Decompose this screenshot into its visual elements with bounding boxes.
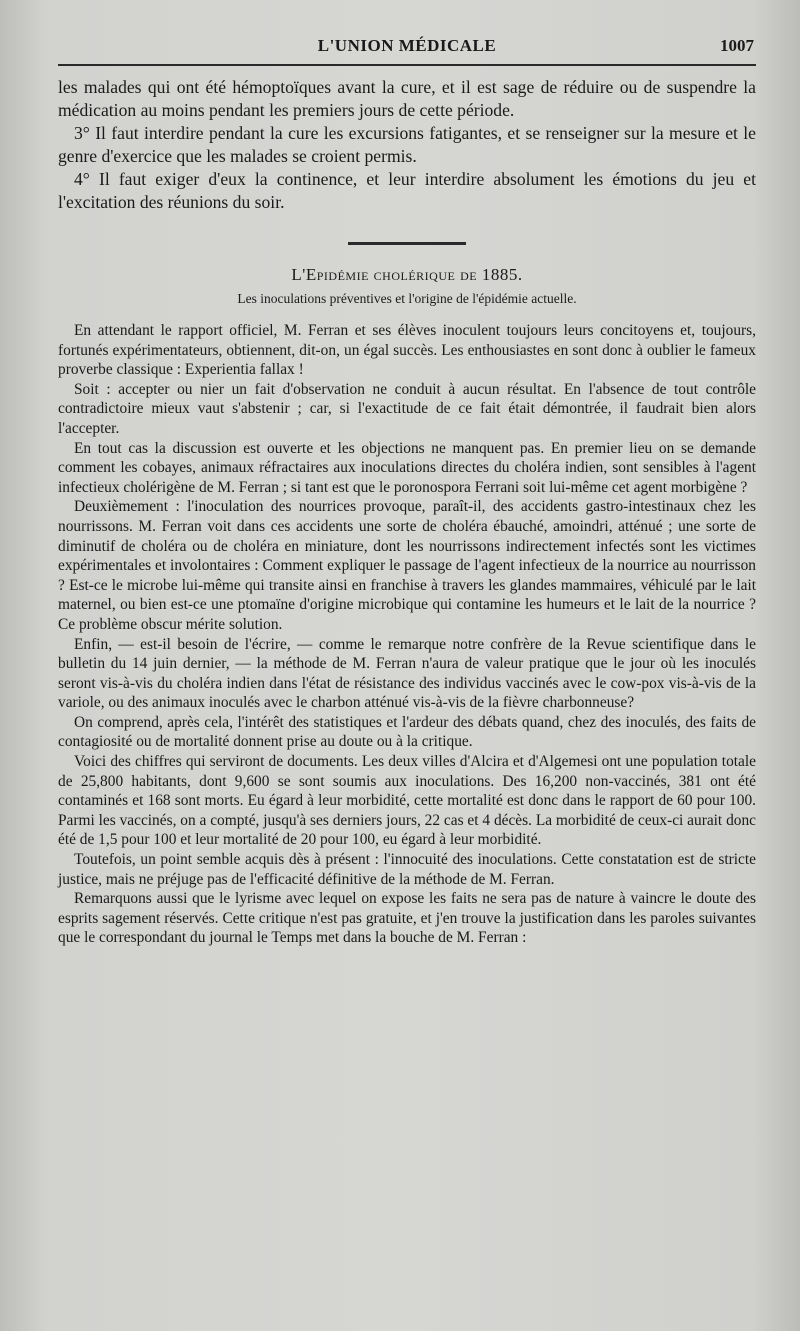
paragraph: Soit : accepter ou nier un fait d'observation ne conduit à aucun résultat. En l'absence de tout contrôle contradictoire mieux vaut s'abstenir ; car, si l'exactitude de ce fait était démontrée, il faudrait bien alors l'accepter. <box>58 380 756 437</box>
article-body <box>58 321 756 948</box>
paragraph: Deuxièmement : l'inoculation des nourrices provoque, paraît-il, des accidents gastro-intestinaux chez les nourrissons. M. Ferran voit dans ces accidents une sorte de choléra ébauché, amoindri, atténué ; une sorte de diminutif de choléra ou de choléra en miniature, dont les nourrissons indirectement infectés sont les victimes expérimentales et involontaires : Comment expliquer le passage de l'agent infectieux de la nourrice au nourrisson ? Est-ce le microbe lui-même qui transite ainsi en franchise à travers les glandes mammaires, véhiculé par le lait maternel, ou bien est-ce une ptomaïne d'origine microbique qui contamine les humeurs et le lait de la nourrice ? Ce problème obscur mérite solution. <box>58 498 756 633</box>
paragraph: 3° Il faut interdire pendant la cure les excursions fatigantes, et se renseigner sur la mesure et le genre d'exercice que les malades se croient permis. <box>58 123 756 166</box>
page-number: 1007 <box>720 36 754 55</box>
section-title-initial: L'E <box>291 265 317 284</box>
paragraph: En attendant le rapport officiel, M. Ferran et ses élèves inoculent toujours leurs concitoyens et, toujours, fortunés expérimentateurs, obtiennent, dit-on, un égal succès. Les enthousiastes en sont donc à oublier le fameux proverbe classique : Experientia fallax ! <box>58 322 756 379</box>
section-title-text: pidémie cholérique de <box>316 265 478 284</box>
paragraph: 4° Il faut exiger d'eux la continence, et leur interdire absolument les émotions du jeu et l'excitation des réunions du soir. <box>58 169 756 212</box>
page-header <box>58 34 756 66</box>
section-title-year: 1885. <box>481 265 523 284</box>
section-divider <box>348 242 466 245</box>
paragraph: Remarquons aussi que le lyrisme avec lequel on expose les faits ne sera pas de nature à vaincre le doute des esprits sagement réservés. Cette critique n'est pas gratuite, et j'en trouve la justification dans les paroles suivantes que le correspondant du journal le Temps met dans la bouche de M. Ferran : <box>58 890 756 947</box>
paragraph: Toutefois, un point semble acquis dès à présent : l'innocuité des inoculations. Cette constatation est de stricte justice, mais ne préjuge pas de l'efficacité définitive de la méthode de M. Ferran. <box>58 851 756 888</box>
paragraph: les malades qui ont été hémoptoïques avant la cure, et il est sage de réduire ou de suspendre la médication au moins pendant les premiers jours de cette période. <box>58 77 756 120</box>
paragraph: Enfin, — est-il besoin de l'écrire, — comme le remarque notre confrère de la Revue scientifique dans le bulletin du 14 juin dernier, — la méthode de M. Ferran n'aura de valeur pratique que le jour où les inoculés seront vis-à-vis du choléra indien dans l'état de résistance des individus vaccinés avec le cow-pox vis-à-vis de la variole, ou des animaux inoculés avec le charbon atténué vis-à-vis de la fièvre charbonneuse? <box>58 635 756 712</box>
running-title: L'UNION MÉDICALE <box>317 36 497 55</box>
previous-article-ending <box>58 76 756 214</box>
section-title <box>58 265 756 285</box>
paragraph: On comprend, après cela, l'intérêt des statistiques et l'ardeur des débats quand, chez des inoculés, des faits de contagiosité ou de mortalité donnent prise au doute ou à la critique. <box>58 713 756 751</box>
paragraph: En tout cas la discussion est ouverte et les objections ne manquent pas. En premier lieu on se demande comment les cobayes, animaux réfractaires aux inoculations directes du choléra indien, sont sensibles à l'agent infectieux cholérigène de M. Ferran ; si tant est que le poronospora Ferrani soit lui-même cet agent morbigène ? <box>58 439 756 496</box>
paragraph: Voici des chiffres qui serviront de documents. Les deux villes d'Alcira et d'Algemesi ont une population totale de 25,800 habitants, dont 9,600 se sont soumis aux inoculations. Des 16,200 non-vaccinés, 381 ont été contaminés et 168 sont morts. Eu égard à leur morbidité, cette mortalité est donc dans le rapport de 60 pour 100. Parmi les vaccinés, on a compté, jusqu'à ses derniers jours, 22 cas et 4 décès. La morbidité de ceux-ci aurait donc été de 1,5 pour 100 et leur mortalité de 20 pour 100, eu égard à leur morbidité. <box>58 753 756 849</box>
section-subtitle: Les inoculations préventives et l'origine de l'épidémie actuelle. <box>237 291 577 306</box>
